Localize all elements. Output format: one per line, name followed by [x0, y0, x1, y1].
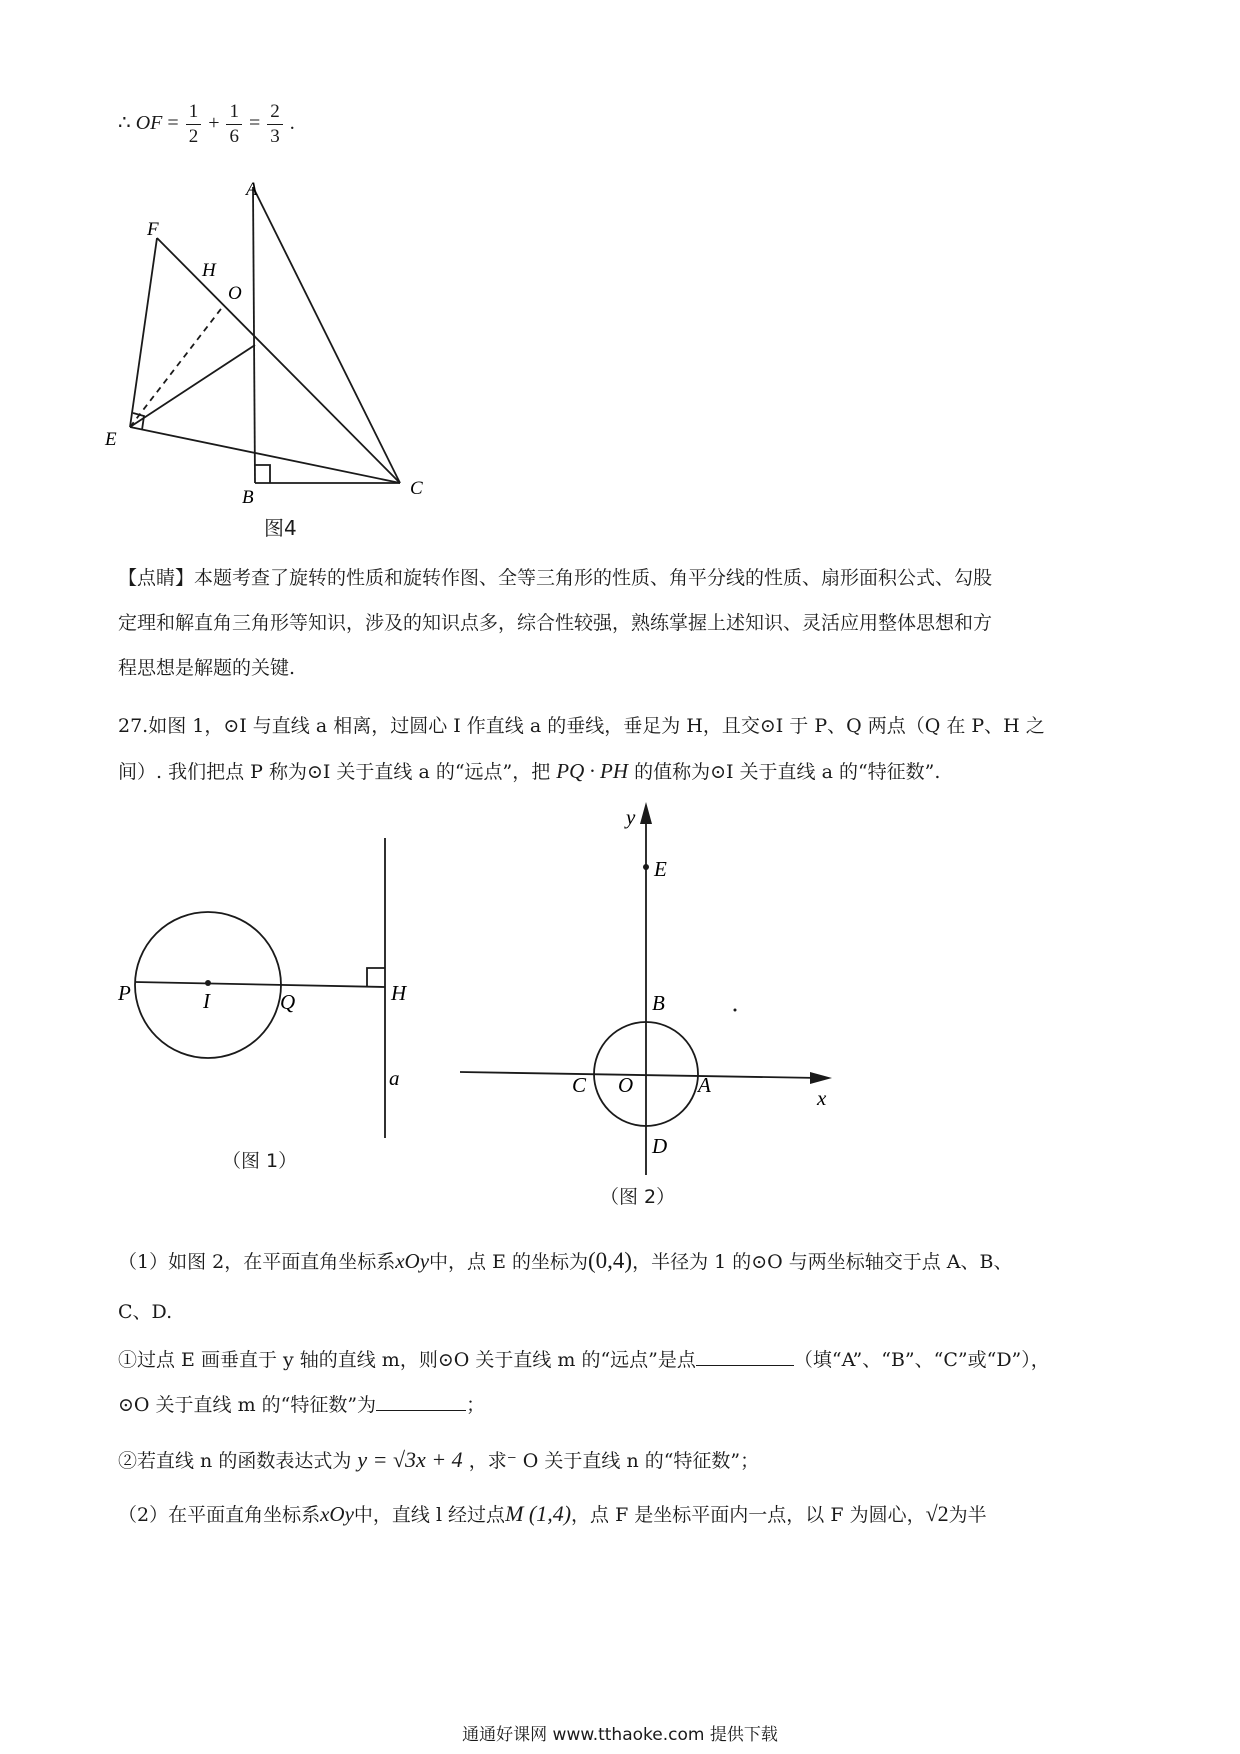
part-1-xoy: xOy: [395, 1249, 430, 1273]
question-1-text-d: ；: [466, 1394, 486, 1416]
center-I-dot: [205, 980, 211, 986]
stray-dot: [734, 1009, 737, 1012]
fraction-2-numerator: 1: [226, 100, 242, 125]
y-axis-arrow-icon: [640, 802, 652, 824]
line-EO: [130, 345, 255, 427]
formula-end: .: [289, 112, 295, 135]
line-EC: [130, 427, 400, 483]
label-P: P: [118, 981, 131, 1005]
fraction-2: [226, 100, 242, 149]
part-2-text-c: ，点 F 是坐标平面内一点，以 F 为圆心，: [571, 1504, 926, 1526]
problem-27-line-2: [118, 749, 1128, 795]
label-C: C: [572, 1073, 587, 1097]
fraction-1-numerator: 1: [186, 100, 202, 125]
label-O: O: [618, 1073, 634, 1097]
question-2: [118, 1437, 1128, 1484]
answer-blank-characteristic-number[interactable]: [376, 1390, 466, 1411]
question-1-line-1: [118, 1338, 1128, 1383]
point-E-dot: [643, 864, 649, 870]
part-1-line-2: C、D.: [118, 1301, 173, 1323]
fraction-3-numerator: 2: [267, 100, 283, 125]
question-1-line-2: [118, 1383, 1128, 1428]
line-n-expression: y = √3x + 4: [357, 1447, 463, 1472]
comment-line-2: 定理和解直角三角形等知识，涉及的知识点多，综合性较强，熟练掌握上述知识、灵活应用整体思想和方: [118, 612, 993, 634]
problem-27-line-1: 27.如图 1，⊙I 与直线 a 相离，过圆心 I 作直线 a 的垂线，垂足为 H，且交⊙I 于 P、Q 两点（Q 在 P、H 之: [118, 715, 1045, 737]
question-2-text-b: ，求⁻ O 关于直线 n 的“特征数”；: [468, 1450, 760, 1472]
part-2-line: [118, 1491, 1128, 1538]
sqrt-2: √2: [925, 1501, 949, 1526]
formula-lhs: OF: [135, 112, 163, 135]
label-B: B: [652, 991, 665, 1015]
line-FC: [157, 238, 400, 483]
label-A: A: [246, 179, 258, 200]
figure-4-caption: 图4: [264, 516, 297, 540]
problem-27-line-2-start: 间）. 我们把点 P 称为⊙I 关于直线 a 的“远点”，把: [118, 761, 551, 783]
comment-line-1: 【点睛】本题考查了旋转的性质和旋转作图、全等三角形的性质、角平分线的性质、扇形面积公式、勾股: [118, 567, 993, 589]
fraction-2-denominator: 6: [229, 126, 239, 147]
x-axis-arrow-icon: [810, 1072, 832, 1084]
label-C: C: [410, 478, 423, 499]
problem-27-line-2-end: 的值称为⊙I 关于直线 a 的“特征数”.: [634, 761, 941, 783]
x-axis: [460, 1072, 820, 1078]
fraction-3-denominator: 3: [270, 126, 280, 147]
part-2-xoy: xOy: [320, 1502, 354, 1526]
figure-1-caption: （图 1）: [222, 1150, 298, 1172]
therefore-symbol: ∴: [118, 112, 131, 135]
part-2-text-a: （2）在平面直角坐标系: [118, 1504, 321, 1526]
line-PH: [135, 982, 385, 987]
fraction-1-denominator: 2: [188, 126, 199, 147]
comment-line-3: 程思想是解题的关键.: [118, 657, 296, 679]
comment-paragraph: [118, 556, 1128, 691]
question-1-text-b: （填“A”、“B”、“C”或“D”），: [793, 1349, 1050, 1371]
part-2-text-d: 为半: [948, 1504, 987, 1526]
point-M: M (1,4): [505, 1501, 572, 1526]
label-a: a: [389, 1066, 400, 1090]
label-Q: Q: [280, 990, 296, 1014]
right-angle-H: [367, 968, 385, 986]
label-y: y: [626, 805, 636, 829]
label-E: E: [105, 429, 117, 450]
part-1-text-b: 中，点 E 的坐标为: [429, 1251, 588, 1273]
question-1: [118, 1338, 1128, 1428]
figure-2-caption: （图 2）: [600, 1186, 676, 1208]
pq-ph-expression: PQ · PH: [556, 759, 629, 783]
figure-1-diagram: [105, 828, 435, 1168]
page-footer: 通通好课网 www.tthaoke.com 提供下载: [462, 1725, 778, 1745]
figure-4-diagram: [100, 175, 440, 515]
point-E-coord: (0,4): [587, 1248, 633, 1273]
formula-line: [118, 100, 295, 149]
formula-equals-2: =: [248, 112, 261, 135]
formula-equals: =: [167, 112, 179, 135]
question-1-text-a: ①过点 E 画垂直于 y 轴的直线 m，则⊙O 关于直线 m 的“远点”是点: [118, 1349, 696, 1371]
label-H: H: [202, 260, 216, 281]
label-A: A: [698, 1073, 711, 1097]
fraction-1: [186, 100, 202, 149]
figure-2-diagram: [460, 800, 850, 1190]
formula-plus: +: [208, 112, 220, 135]
label-F: F: [147, 219, 159, 240]
right-angle-B: [255, 465, 270, 483]
label-I: I: [203, 989, 210, 1013]
part-1-line-1: [118, 1238, 1128, 1285]
part-2-text-b: 中，直线 l 经过点: [353, 1504, 506, 1526]
label-E: E: [654, 857, 667, 881]
label-B: B: [242, 487, 254, 508]
problem-27: [118, 704, 1128, 795]
label-H: H: [391, 981, 407, 1005]
line-AC: [253, 187, 400, 483]
question-2-text-a: ②若直线 n 的函数表达式为: [118, 1450, 352, 1472]
fraction-3: [267, 100, 283, 149]
label-O: O: [228, 283, 242, 304]
part-1-text-a: （1）如图 2，在平面直角坐标系: [118, 1251, 396, 1273]
question-1-text-c: ⊙O 关于直线 m 的“特征数”为: [118, 1394, 377, 1416]
label-D: D: [652, 1134, 668, 1158]
part-1-text-c: ，半径为 1 的⊙O 与两坐标轴交于点 A、B、: [632, 1251, 1013, 1273]
answer-blank-far-point[interactable]: [696, 1345, 794, 1366]
label-x: x: [817, 1086, 827, 1110]
